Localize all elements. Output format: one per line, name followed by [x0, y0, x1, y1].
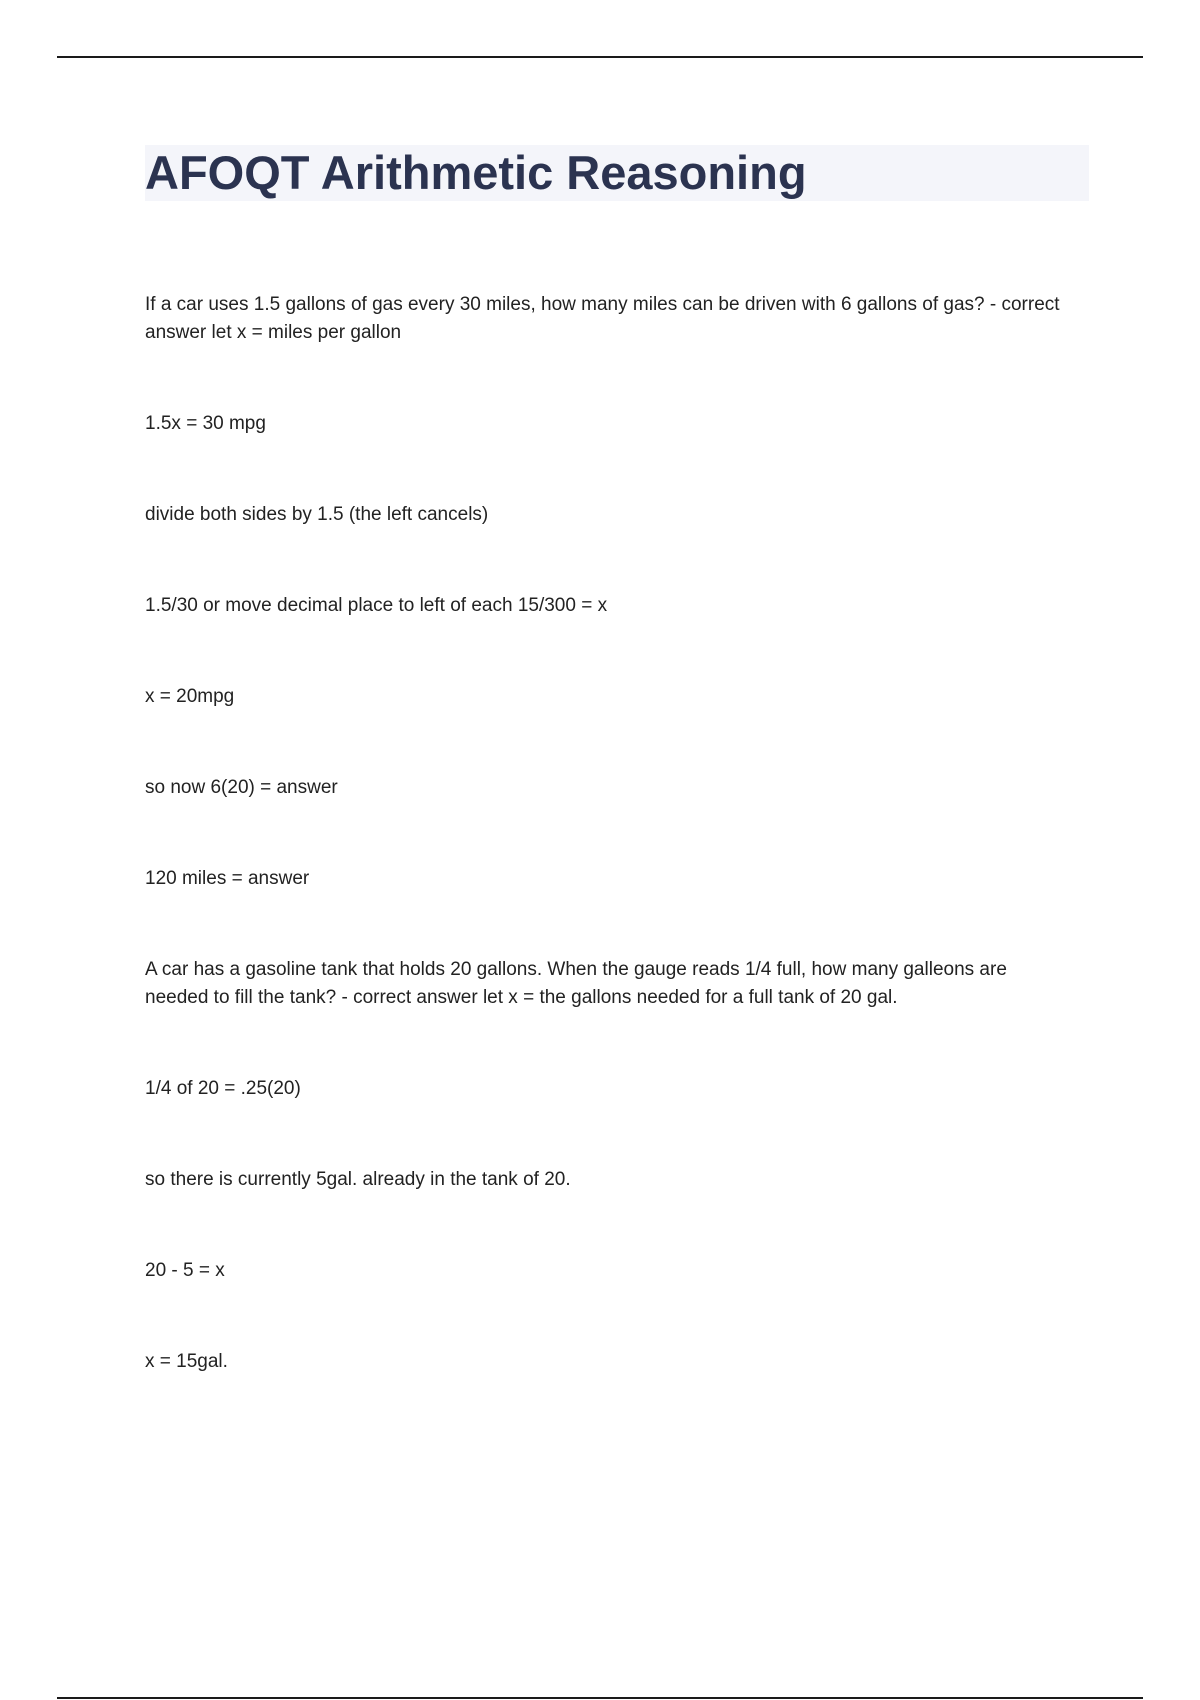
paragraph-step: so there is currently 5gal. already in the tank of 20. — [145, 1169, 571, 1190]
paragraph-step: 1.5/30 or move decimal place to left of each 15/300 = x — [145, 595, 608, 616]
bottom-rule — [57, 1697, 1143, 1699]
document-body — [145, 291, 1065, 1439]
page-title: AFOQT Arithmetic Reasoning — [145, 146, 807, 199]
paragraph-step: x = 20mpg — [145, 686, 235, 707]
paragraph-step: divide both sides by 1.5 (the left cancels) — [145, 504, 489, 525]
top-rule — [57, 56, 1143, 58]
paragraph-step: 120 miles = answer — [145, 868, 310, 889]
paragraph-question-2: A car has a gasoline tank that holds 20 gallons. When the gauge reads 1/4 full, how many galleons are needed to fill the tank? - correct answer let x = the gallons needed for a full tank of 20 gal. — [145, 959, 1007, 1008]
paragraph-question-1: If a car uses 1.5 gallons of gas every 30 miles, how many miles can be driven with 6 gallons of gas? - correct answer let x = miles per gallon — [145, 294, 1060, 343]
paragraph-step: so now 6(20) = answer — [145, 777, 338, 798]
paragraph-step: 1/4 of 20 = .25(20) — [145, 1078, 301, 1099]
paragraph-step: 1.5x = 30 mpg — [145, 413, 266, 434]
paragraph-step: 20 - 5 = x — [145, 1260, 225, 1281]
paragraph-step: x = 15gal. — [145, 1351, 228, 1372]
